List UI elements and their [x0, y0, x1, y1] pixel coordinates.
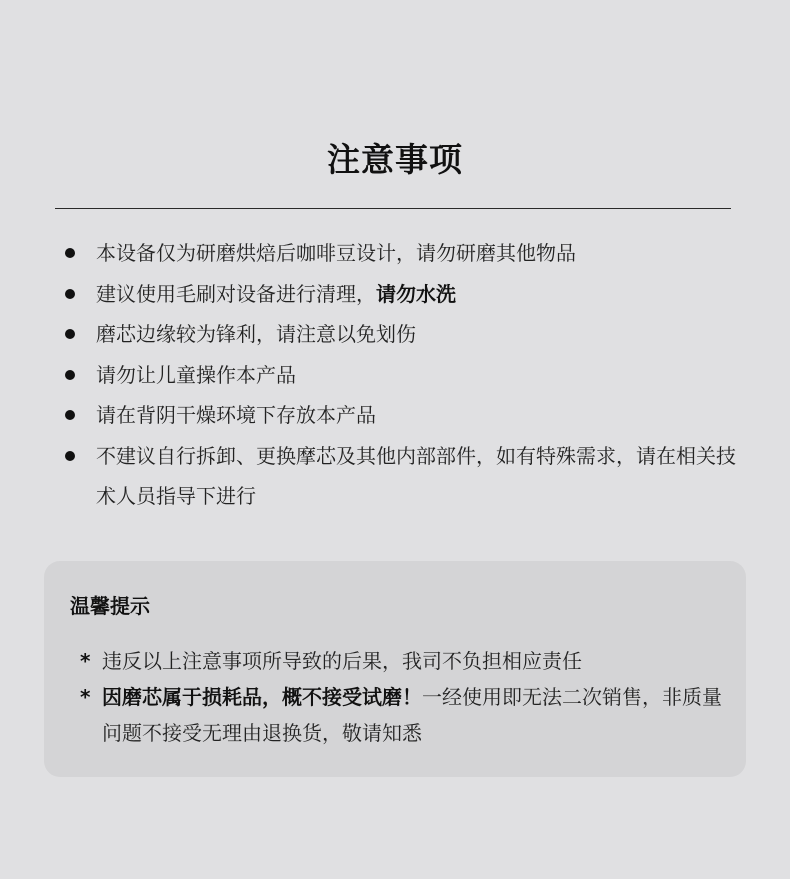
bullet-icon — [65, 370, 75, 380]
note-text: 请在背阴干燥环境下存放本产品 — [96, 403, 376, 427]
tips-list — [78, 643, 738, 751]
note-item — [62, 233, 742, 274]
note-text: 磨芯边缘较为锋利，请注意以免划伤 — [96, 322, 416, 346]
bullet-icon — [65, 248, 75, 258]
note-text: 本设备仅为研磨烘焙后咖啡豆设计，请勿研磨其他物品 — [96, 241, 576, 265]
tip-item — [78, 643, 738, 679]
notes-list — [62, 233, 742, 517]
tips-box — [44, 561, 746, 777]
title-divider — [55, 208, 731, 209]
bullet-icon — [65, 329, 75, 339]
asterisk-icon: * — [80, 649, 91, 673]
tips-title: 温馨提示 — [70, 594, 150, 618]
tip-text: 违反以上注意事项所导致的后果，我司不负担相应责任 — [102, 649, 582, 673]
note-item — [62, 274, 742, 315]
note-item — [62, 355, 742, 396]
asterisk-icon: * — [80, 685, 91, 709]
bullet-icon — [65, 289, 75, 299]
note-emphasis: 请勿水洗 — [376, 281, 456, 306]
note-text: 不建议自行拆卸、更换摩芯及其他内部部件，如有特殊需求，请在相关技术人员指导下进行 — [96, 443, 736, 508]
note-item — [62, 314, 742, 355]
tip-emphasis: 因磨芯属于损耗品，概不接受试磨！ — [102, 685, 422, 709]
note-item — [62, 436, 742, 517]
page-title: 注意事项 — [327, 140, 463, 179]
bullet-icon — [65, 410, 75, 420]
tip-item — [78, 679, 738, 751]
bullet-icon — [65, 451, 75, 461]
note-item — [62, 395, 742, 436]
note-text: 建议使用毛刷对设备进行清理， — [96, 281, 376, 306]
note-text: 请勿让儿童操作本产品 — [96, 362, 296, 387]
tip-text: 一经使用即无法二次销售，非质量问题不接受无理由退换货，敬请知悉 — [102, 685, 722, 745]
